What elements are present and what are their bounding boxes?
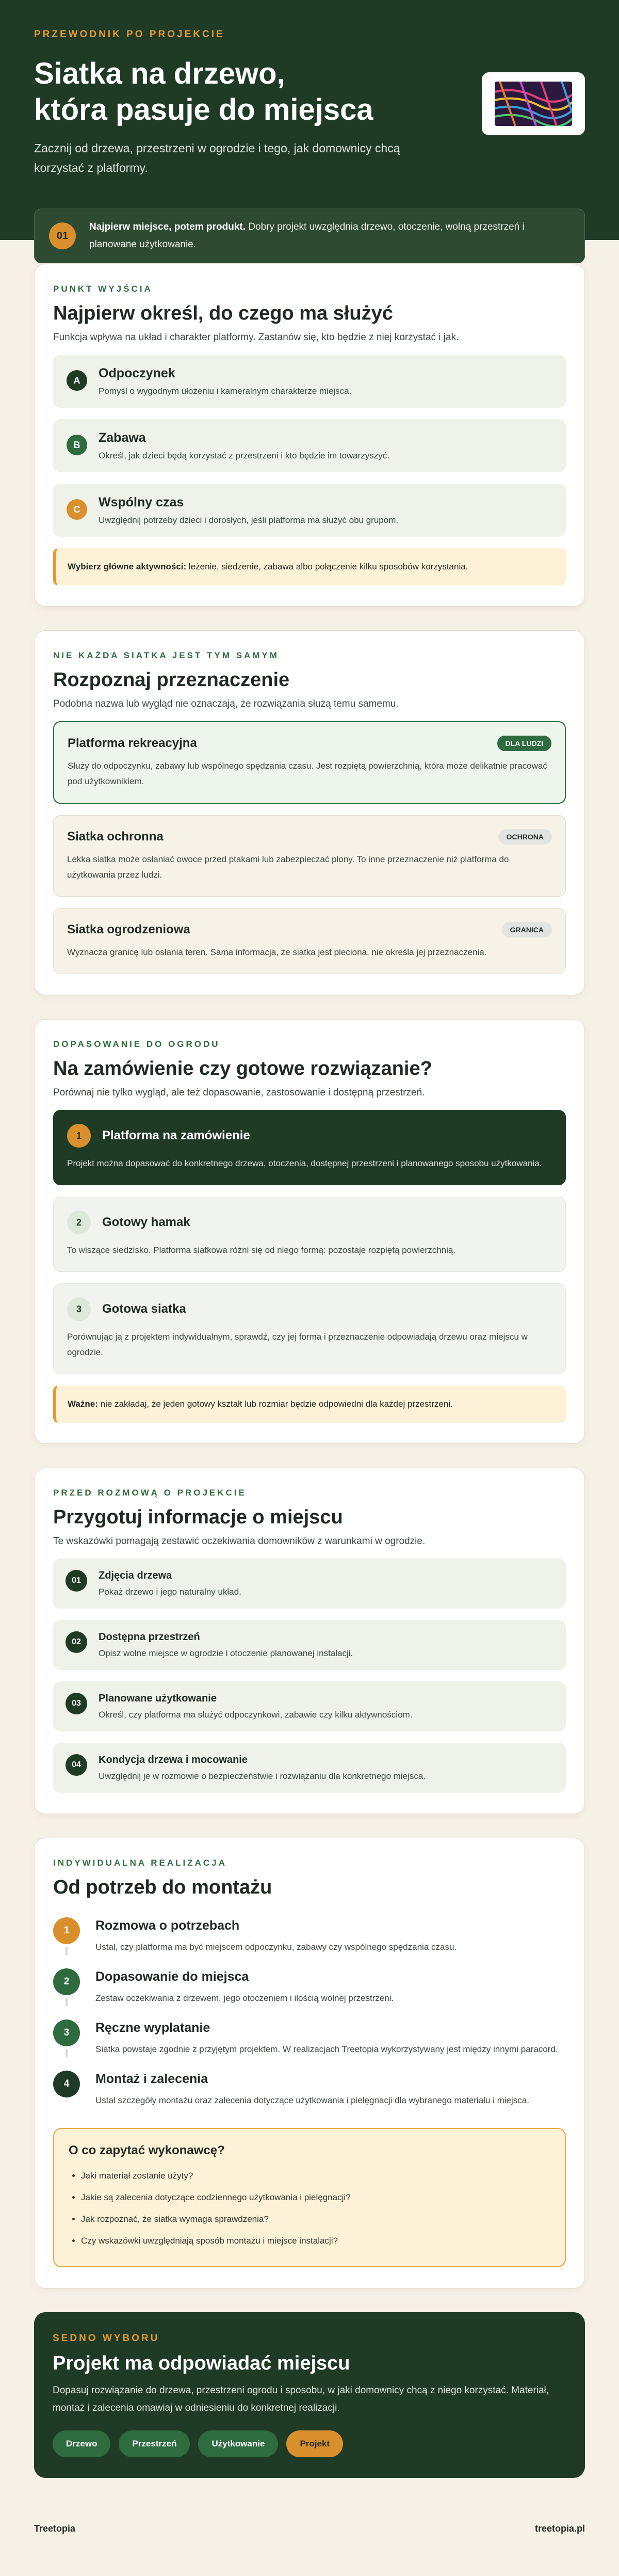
callout: [53, 1386, 566, 1423]
step-number: 3: [53, 2020, 80, 2046]
hero-eyebrow: PRZEWODNIK PO PROJEKCIE: [34, 29, 225, 40]
prep-item: [53, 1681, 566, 1731]
fit-text: Projekt można dopasować do konkretnego drzewa, otoczenia, dostępnej przestrzeni i planowanego sposobu użytkowania.: [67, 1158, 542, 1168]
process-steps: [53, 1917, 566, 2122]
section-title: Na zamówienie czy gotowe rozwiązanie?: [53, 1058, 432, 1079]
option-text: Uwzględnij potrzeby dzieci i dorosłych, jeśli platforma ma służyć obu grupom.: [99, 515, 399, 525]
section-fit: [34, 1019, 585, 1444]
tag-pill: Drzewo: [53, 2430, 110, 2457]
option-title: Odpoczynek: [99, 366, 175, 380]
ask-item: • Czy wskazówki uwzględniają sposób montażu i miejsce instalacji?: [81, 2230, 550, 2252]
title-line-2: która pasuje do miejsca: [34, 93, 373, 126]
note-text: [89, 218, 570, 253]
hero-lead: Zacznij od drzewa, przestrzeni w ogrodzie i tego, jak domownicy chcą korzystać z platformy.: [34, 141, 400, 174]
hero-note: [34, 209, 585, 263]
page-title: [34, 56, 436, 128]
tag-pill: Użytkowanie: [198, 2430, 278, 2457]
fit-card: [53, 1110, 566, 1185]
process-step: [53, 1917, 566, 1968]
footer-brand: Treetopia: [34, 2523, 76, 2534]
purpose-text: Służy do odpoczynku, zabawy lub wspólnego spędzania czasu. Jest rozpiętą powierzchnią, która może delikatnie pracować pod użytkownikiem.: [68, 761, 547, 786]
fit-title: Platforma na zamówienie: [102, 1128, 250, 1142]
ask-item: • Jak rozpoznać, że siatka wymaga sprawdzenia?: [81, 2208, 550, 2230]
section-lead: Podobna nazwa lub wygląd nie oznaczają, że rozwiązania służą temu samemu.: [53, 698, 399, 709]
tag-pill: Przestrzeń: [119, 2430, 190, 2457]
step-connector: [66, 2049, 68, 2057]
prep-number: 03: [66, 1693, 87, 1714]
option-card: [53, 419, 566, 472]
section-lead: Te wskazówki pomagają zestawić oczekiwania domowników z warunkami w ogrodzie.: [53, 1536, 426, 1547]
section-eyebrow: PRZED ROZMOWĄ O PROJEKCIE: [53, 1488, 247, 1498]
hero: [0, 0, 619, 250]
prep-text: Uwzględnij je w rozmowie o bezpieczeństwie i rozwiązaniu dla konkretnego miejsca.: [99, 1771, 426, 1781]
fit-card: [53, 1283, 566, 1374]
option-title: Zabawa: [99, 431, 146, 445]
option-letter: C: [67, 499, 87, 520]
note-bold: Najpierw miejsce, potem produkt.: [89, 221, 246, 232]
step-connector: [66, 1947, 68, 1955]
purpose-badge: GRANICA: [502, 922, 552, 937]
process-step: [53, 2020, 566, 2071]
purpose-badge: DLA LUDZI: [497, 736, 551, 751]
step-connector: [66, 1998, 68, 2006]
ask-title: O co zapytać wykonawcę?: [69, 2143, 225, 2157]
prep-item: [53, 1743, 566, 1793]
ask-list: [69, 2165, 550, 2252]
callout-bold: Ważne:: [68, 1399, 98, 1409]
purpose-badge: OCHRONA: [498, 829, 552, 845]
option-title: Wspólny czas: [99, 495, 184, 510]
option-text: Określ, jak dzieci będą korzystać z przestrzeni i kto będzie im towarzyszyć.: [99, 451, 390, 460]
purpose-title: Platforma rekreacyjna: [68, 736, 197, 750]
section-title: Rozpoznaj przeznaczenie: [53, 669, 290, 691]
section-lead: Funkcja wpływa na układ i charakter platformy. Zastanów się, kto będzie z niej korzystać i jak.: [53, 332, 459, 343]
step-text: Siatka powstaje zgodnie z przyjętym projektem. W realizacjach Treetopia wykorzystywany jest między innymi paracord.: [95, 2044, 558, 2054]
section-prep: [34, 1468, 585, 1814]
step-number: 1: [53, 1917, 80, 1944]
step-title: Ręczne wyplatanie: [95, 2021, 210, 2035]
option-card: [53, 355, 566, 408]
option-text: Pomyśl o wygodnym ułożeniu i kameralnym charakterze miejsca.: [99, 386, 352, 396]
purpose-text: Wyznacza granicę lub osłania teren. Sama informacja, że siatka jest pleciona, nie określa jej przeznaczenia.: [67, 947, 487, 957]
option-letter: B: [67, 435, 87, 455]
step-title: Montaż i zalecenia: [95, 2072, 208, 2086]
section-lead: Porównaj nie tylko wygląd, ale też dopasowanie, zastosowanie i dostępną przestrzeń.: [53, 1087, 425, 1098]
section-start: [34, 264, 585, 607]
section-eyebrow: NIE KAŻDA SIATKA JEST TYM SAMYM: [53, 650, 279, 660]
step-title: Dopasowanie do miejsca: [95, 1969, 249, 1984]
fit-text: To wiszące siedzisko. Platforma siatkowa różni się od niego formą: pozostaje rozpiętą powierzchnią.: [67, 1245, 456, 1255]
section-eyebrow: DOPASOWANIE DO OGRODU: [53, 1039, 220, 1049]
fit-title: Gotowa siatka: [102, 1302, 186, 1316]
fit-card: [53, 1197, 566, 1272]
purpose-title: Siatka ogrodzeniowa: [67, 923, 190, 936]
purpose-card: [53, 815, 566, 897]
option-letter: A: [67, 370, 87, 391]
final-text: Dopasuj rozwiązanie do drzewa, przestrzeni ogrodu i sposobu, w jaki domownicy chcą z niego korzystać. Materiał, montaż i zalecenia omawiaj w odniesieniu do konkretnej realizacji.: [53, 2385, 549, 2413]
footer: [0, 2505, 619, 2552]
rope-net-image: [495, 82, 572, 126]
section-eyebrow: PUNKT WYJŚCIA: [53, 284, 153, 294]
section-process: [34, 1838, 585, 2288]
process-step: [53, 1968, 566, 2020]
title-line-1: Siatka na drzewo,: [34, 57, 285, 90]
tag-pills: [53, 2430, 566, 2457]
step-title: Rozmowa o potrzebach: [95, 1918, 240, 1933]
callout-text: leżenie, siedzenie, zabawa albo połączenie kilku sposobów korzystania.: [188, 562, 468, 571]
purpose-title: Siatka ochronna: [67, 830, 164, 844]
callout-text: nie zakładaj, że jeden gotowy kształt lub rozmiar będzie odpowiedni dla każdej przestrzeni.: [100, 1399, 453, 1409]
callout: [53, 548, 566, 585]
fit-text: Porównując ją z projektem indywidualnym, sprawdź, czy jej forma i przeznaczenie odpowiadają drzewu oraz miejscu w ogrodzie.: [67, 1332, 528, 1357]
ask-item: • Jakie są zalecenia dotyczące codziennego użytkowania i pielęgnacji?: [81, 2187, 550, 2208]
section-final: [34, 2312, 585, 2478]
prep-title: Zdjęcia drzewa: [99, 1570, 172, 1581]
final-eyebrow: SEDNO WYBORU: [53, 2333, 160, 2344]
section-title: Najpierw określ, do czego ma służyć: [53, 303, 393, 324]
process-step: [53, 2071, 566, 2122]
prep-number: 01: [66, 1570, 87, 1592]
purpose-card: [53, 908, 566, 974]
note-body: Dobry projekt uwzględnia drzewo, otoczenie, wolną przestrzeń i planowane użytkowanie.: [89, 221, 525, 250]
tag-pill: Projekt: [286, 2430, 343, 2457]
footer-link[interactable]: treetopia.pl: [534, 2523, 585, 2534]
step-number: 4: [53, 2071, 80, 2097]
ask-box: [53, 2128, 566, 2267]
prep-title: Kondycja drzewa i mocowanie: [99, 1754, 248, 1766]
section-title: Od potrzeb do montażu: [53, 1877, 272, 1898]
prep-text: Opisz wolne miejsce w ogrodzie i otoczenie planowanej instalacji.: [99, 1648, 353, 1658]
prep-item: [53, 1559, 566, 1609]
step-text: Ustal szczegóły montażu oraz zalecenia dotyczące użytkowania i pielęgnacji dla wybranego materiału i miejsca.: [95, 2095, 529, 2105]
prep-text: Określ, czy platforma ma służyć odpoczynkowi, zabawie czy kilku aktywnościom.: [99, 1710, 413, 1720]
option-card: [53, 484, 566, 537]
section-title: Przygotuj informacje o miejscu: [53, 1506, 343, 1528]
fit-number: 2: [67, 1211, 91, 1234]
fit-number: 1: [67, 1124, 91, 1148]
final-title: Projekt ma odpowiadać miejscu: [53, 2352, 350, 2374]
step-text: Ustal, czy platforma ma być miejscem odpoczynku, zabawy czy wspólnego spędzania czasu.: [95, 1942, 457, 1952]
prep-item: [53, 1620, 566, 1670]
prep-title: Dostępna przestrzeń: [99, 1631, 200, 1643]
ask-item: • Jaki materiał zostanie użyty?: [81, 2165, 550, 2187]
fit-number: 3: [67, 1297, 91, 1321]
prep-title: Planowane użytkowanie: [99, 1693, 217, 1704]
fit-title: Gotowy hamak: [102, 1215, 190, 1229]
hero-image: [482, 72, 585, 135]
prep-text: Pokaż drzewo i jego naturalny układ.: [99, 1587, 241, 1597]
purpose-text: Lekka siatka może osłaniać owoce przed ptakami lub zabezpieczać plony. To inne przeznaczenie niż platforma do użytkowania przez ludzi.: [67, 854, 509, 880]
section-purpose: [34, 630, 585, 995]
prep-number: 04: [66, 1754, 87, 1776]
note-number: 01: [49, 222, 76, 249]
step-number: 2: [53, 1968, 80, 1995]
step-text: Zestaw oczekiwania z drzewem, jego otoczeniem i ilością wolnej przestrzeni.: [95, 1993, 394, 2003]
main-content: [0, 264, 619, 2478]
prep-number: 02: [66, 1631, 87, 1653]
purpose-card: [53, 721, 566, 804]
section-eyebrow: INDYWIDUALNA REALIZACJA: [53, 1858, 227, 1868]
callout-bold: Wybierz główne aktywności:: [68, 562, 187, 571]
